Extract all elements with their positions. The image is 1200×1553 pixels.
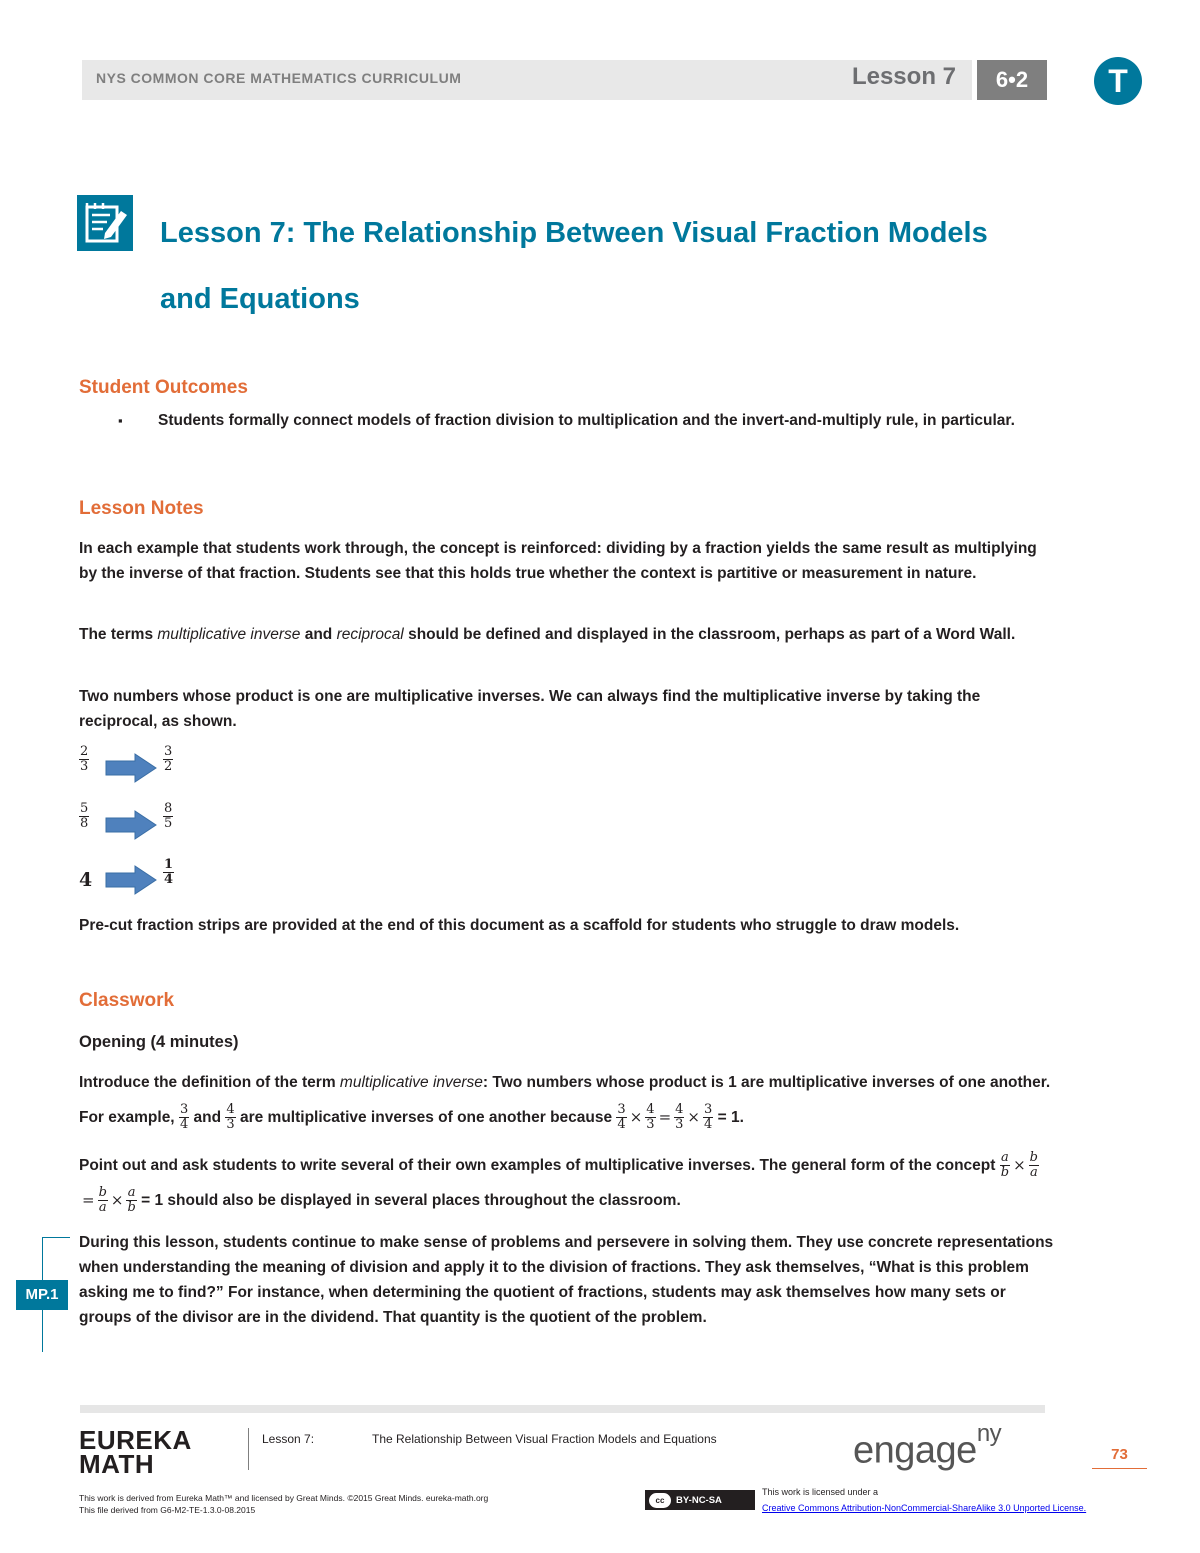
bullet-icon: ▪ [118, 413, 123, 428]
reciprocal-fraction: $\frac{1}{4}$ [164, 857, 174, 887]
classwork-heading: Classwork [79, 990, 175, 1011]
fraction: $\frac{a}{b}$ [1000, 1150, 1010, 1181]
mp-bracket-top [42, 1237, 70, 1238]
mp-badge: MP.1 [16, 1280, 68, 1310]
fraction: $\frac{3}{4}$ [179, 1102, 189, 1133]
lesson-notes-heading: Lesson Notes [79, 498, 204, 519]
teacher-edition-badge: T [1094, 57, 1142, 105]
lesson-notes-paragraph-4: Pre-cut fraction strips are provided at the end of this document as a scaffold for students who struggle to draw models. [79, 917, 960, 934]
fraction: $\frac{b}{a}$ [1029, 1150, 1038, 1181]
lesson-notes-paragraph-3: Two numbers whose product is one are multiplicative inverses. We can always find the multiplicative inverse by taking the reciprocal, as shown. [79, 688, 981, 730]
whole-number: 4 [79, 869, 93, 891]
title-line-2: and Equations [160, 283, 360, 315]
page-number-rule [1092, 1468, 1147, 1469]
lesson-notes-paragraph-1: In each example that students work through, the concept is reinforced: dividing by a fraction yields the same result as multiplying by the inverse of that fraction. Students see that this holds true whether the context is partitive or measurement in nature. [79, 540, 1037, 582]
page-number: 73 [1111, 1446, 1128, 1463]
cc-license-label: BY-NC-SA [676, 1495, 722, 1506]
term-multiplicative-inverse: multiplicative inverse [339, 1074, 483, 1091]
engageny-logo: engage$^{ny}$ [853, 1420, 1002, 1472]
title-line-1: Lesson 7: The Relationship Between Visual Fraction Models [160, 217, 988, 249]
page-title [160, 200, 1060, 332]
fraction: $\frac{3}{4}$ [704, 1102, 713, 1133]
fraction: $\frac{2}{3}$ [80, 744, 89, 774]
file-notice: This file derived from G6-M2-TE-1.3.0-08.2015 [79, 1505, 256, 1515]
fraction: $\frac{4}{3}$ [675, 1102, 684, 1133]
footer-divider [248, 1428, 249, 1470]
derived-notice: This work is derived from Eureka Math™ and licensed by Great Minds. ©2015 Great Minds. eureka-math.org [79, 1493, 489, 1503]
student-outcomes-heading: Student Outcomes [79, 377, 248, 398]
reciprocal-fraction: $\frac{8}{5}$ [164, 801, 173, 831]
lesson-notes-paragraph-2: The terms multiplicative inverse and reciprocal should be defined and displayed in the classroom, perhaps as part of a Word Wall. [79, 626, 1016, 643]
fraction: $\frac{3}{4}$ [617, 1102, 626, 1133]
right-arrow-icon [105, 810, 157, 840]
license-link[interactable]: Creative Commons Attribution-NonCommercial-ShareAlike 3.0 Unported License. [762, 1503, 1087, 1513]
classwork-intro-paragraph: Introduce the definition of the term multiplicative inverse: Two numbers whose product is 1 are multiplicative inverses of one another. For example, $\frac{3}{4}$ and $\frac{4}{3}$ are multiplicative inverses of one another because $\frac{3}{4}$ × $\frac{4}{3}$ = $\frac{4}{3}$ × $\frac{3}{4}$ = 1. [79, 1074, 1051, 1133]
opening-heading: Opening (4 minutes) [79, 1033, 239, 1051]
cc-license-badge[interactable] [645, 1490, 755, 1510]
curriculum-label: NYS COMMON CORE MATHEMATICS CURRICULUM [96, 70, 462, 86]
fraction: $\frac{4}{3}$ [226, 1102, 235, 1133]
eureka-math-logo: EUREKA MATH [79, 1425, 192, 1479]
fraction: $\frac{b}{a}$ [98, 1185, 107, 1216]
footer-lesson-label: Lesson 7: [262, 1432, 315, 1446]
license-text: This work is licensed under a [762, 1487, 879, 1497]
classwork-general-form-paragraph: Point out and ask students to write several of their own examples of multiplicative inverses. The general form of the concept $\frac{a}{b}$ × $\frac{b}{a}$ = $\frac{b}{a}$ × $\frac{a}{b}$ = 1 should also be displayed in several places throughout the classroom. [79, 1150, 1038, 1216]
fraction: $\frac{4}{3}$ [646, 1102, 655, 1133]
term-multiplicative-inverse: multiplicative inverse [157, 626, 301, 643]
footer-rule [80, 1405, 1045, 1413]
term-reciprocal: reciprocal [336, 626, 404, 643]
fraction: $\frac{5}{8}$ [80, 801, 89, 831]
footer-lesson-title: The Relationship Between Visual Fraction Models and Equations [372, 1432, 717, 1446]
header-lesson: Lesson 7 [851, 63, 956, 90]
right-arrow-icon [105, 753, 157, 783]
outcome-item: Students formally connect models of fraction division to multiplication and the invert-and-multiply rule, in particular. [158, 412, 1015, 429]
grade-module-badge: 6•2 [977, 60, 1047, 100]
fraction: $\frac{a}{b}$ [127, 1185, 136, 1216]
mp-paragraph: During this lesson, students continue to make sense of problems and persevere in solving them. They use concrete representations when understanding the meaning of division and apply it to the division of fractions. They ask themselves, “What is this problem asking me to find?” For instance, when determining the quotient of fractions, students may ask themselves how many sets or groups of the divisor are in the dividend. That quantity is the quotient of the problem. [79, 1234, 1054, 1326]
right-arrow-icon [105, 865, 157, 895]
cc-icon: cc [649, 1493, 671, 1508]
lesson-notepad-icon [77, 195, 133, 251]
reciprocal-fraction: $\frac{3}{2}$ [164, 744, 173, 774]
